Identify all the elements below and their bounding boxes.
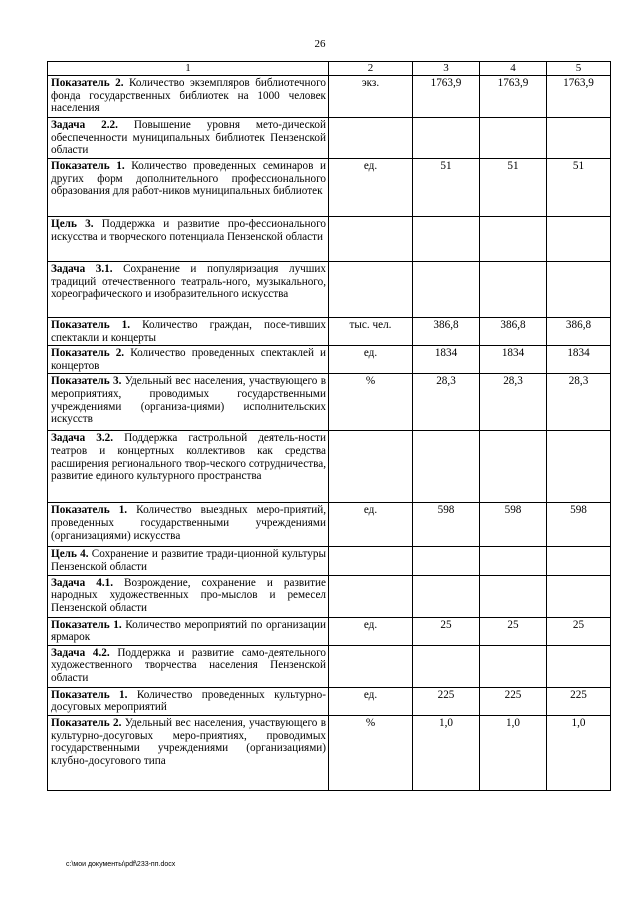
row-value-col-4: 1,0 — [480, 715, 547, 790]
header-col-3: 3 — [413, 62, 480, 76]
row-label: Показатель 2. — [51, 347, 125, 360]
row-description — [48, 503, 329, 547]
row-value-col-3 — [413, 645, 480, 687]
row-text: Количество выездных меро-приятий, проведенных государственными учреждениями (организациями) искусства — [51, 504, 327, 542]
row-value-col-3: 1,0 — [413, 715, 480, 790]
table-header-row — [48, 62, 611, 76]
header-col-5: 5 — [547, 62, 611, 76]
table-row — [48, 687, 611, 715]
row-value-col-3: 1763,9 — [413, 76, 480, 118]
header-col-4: 4 — [480, 62, 547, 76]
row-value-col-5 — [547, 118, 611, 159]
row-unit: ед. — [329, 346, 413, 374]
row-value-col-4: 28,3 — [480, 374, 547, 431]
row-label: Задача 2.2. — [51, 119, 118, 131]
row-unit: ед. — [329, 617, 413, 645]
row-value-col-3: 25 — [413, 617, 480, 645]
row-value-col-4: 598 — [480, 503, 547, 547]
row-text: Возрождение, сохранение и развитие народных художественных про-мыслов и ремесел Пензенской области — [51, 576, 326, 614]
row-text: Поддержка и развитие само-деятельного художественного творчества населения Пензенской области — [51, 646, 326, 684]
row-description — [48, 76, 329, 118]
row-text: Поддержка и развитие про-фессионального искусства и творческого потенциала Пензенской области — [51, 218, 326, 243]
row-description — [48, 547, 329, 575]
row-label: Показатель 2. — [51, 77, 124, 89]
row-value-col-5: 1,0 — [547, 715, 611, 790]
row-label: Цель 4. — [51, 548, 89, 561]
table-row — [48, 76, 611, 118]
row-value-col-3 — [413, 118, 480, 159]
table-row — [48, 118, 611, 159]
row-unit: тыс. чел. — [329, 318, 413, 346]
row-label: Задача 3.1. — [51, 263, 113, 275]
row-description — [48, 318, 329, 346]
row-description — [48, 374, 329, 431]
table-row — [48, 159, 611, 217]
row-text: Количество проведенных спектаклей и концертов — [51, 347, 326, 372]
row-text: Сохранение и развитие тради-ционной культуры Пензенской области — [51, 548, 326, 573]
row-unit — [329, 645, 413, 687]
row-value-col-5: 51 — [547, 159, 611, 217]
row-value-col-5 — [547, 262, 611, 318]
row-value-col-3: 386,8 — [413, 318, 480, 346]
row-unit — [329, 217, 413, 262]
row-text: Удельный вес населения, участвующего в мероприятиях, проводимых государственными учреждениями (организа-циями) исполнительских искусств — [51, 375, 326, 426]
row-value-col-4: 25 — [480, 617, 547, 645]
row-value-col-3 — [413, 575, 480, 617]
row-label: Задача 3.2. — [51, 432, 114, 445]
row-text: Количество проведенных культурно-досуговых мероприятий — [51, 688, 326, 714]
indicators-table-body — [48, 62, 611, 791]
row-description — [48, 431, 329, 503]
row-value-col-4 — [480, 547, 547, 575]
table-row — [48, 262, 611, 318]
row-value-col-5: 386,8 — [547, 318, 611, 346]
row-value-col-4 — [480, 217, 547, 262]
row-unit: % — [329, 374, 413, 431]
row-label: Показатель 1. — [51, 160, 125, 172]
row-value-col-5: 225 — [547, 687, 611, 715]
row-description — [48, 262, 329, 318]
header-col-2: 2 — [329, 62, 413, 76]
row-value-col-3 — [413, 547, 480, 575]
row-text: Количество проведенных семинаров и других форм дополнительного профессионального образования для работ-ников муниципальных библиотек — [51, 160, 326, 198]
row-value-col-4 — [480, 645, 547, 687]
table-row — [48, 617, 611, 645]
row-unit: ед. — [329, 159, 413, 217]
row-value-col-5: 1834 — [547, 346, 611, 374]
row-text: Количество экземпляров библиотечного фонда государственных библиотек на 1000 человек населения — [51, 77, 326, 115]
row-value-col-5 — [547, 217, 611, 262]
row-unit: экз. — [329, 76, 413, 118]
row-unit — [329, 118, 413, 159]
table-row — [48, 217, 611, 262]
row-value-col-3 — [413, 431, 480, 503]
indicators-table — [47, 61, 611, 791]
row-label: Задача 4.2. — [51, 646, 110, 659]
row-label: Задача 4.1. — [51, 576, 114, 589]
row-label: Показатель 1. — [51, 319, 131, 331]
row-description — [48, 645, 329, 687]
row-text: Повышение уровня мето-дической обеспеченности муниципальных библиотек Пензенской области — [51, 119, 326, 157]
row-value-col-5 — [547, 575, 611, 617]
table-row — [48, 346, 611, 374]
row-value-col-5 — [547, 431, 611, 503]
row-value-col-5: 1763,9 — [547, 76, 611, 118]
table-row — [48, 431, 611, 503]
row-description — [48, 159, 329, 217]
table-row — [48, 374, 611, 431]
table-row — [48, 575, 611, 617]
row-value-col-4 — [480, 118, 547, 159]
table-row — [48, 547, 611, 575]
row-value-col-5: 25 — [547, 617, 611, 645]
row-value-col-4: 1834 — [480, 346, 547, 374]
row-text: Сохранение и популяризация лучших традиций отечественного театраль-ного, музыкального, хореографического и изобразительного искусства — [51, 263, 326, 301]
row-value-col-4: 225 — [480, 687, 547, 715]
row-description — [48, 617, 329, 645]
row-value-col-3: 1834 — [413, 346, 480, 374]
row-text: Количество граждан, посе-тивших спектакли и концерты — [51, 319, 326, 344]
row-value-col-4 — [480, 262, 547, 318]
table-row — [48, 715, 611, 790]
table-row — [48, 645, 611, 687]
row-text: Поддержка гастрольной деятель-ности театров и концертных коллективов как средства расширения регионального твор-ческого сотрудничества, развитие единого культурного пространства — [51, 432, 326, 483]
row-value-col-4: 386,8 — [480, 318, 547, 346]
row-unit — [329, 262, 413, 318]
table-row — [48, 503, 611, 547]
page-number: 26 — [314, 38, 326, 50]
row-description — [48, 687, 329, 715]
row-value-col-5 — [547, 547, 611, 575]
row-label: Показатель 1. — [51, 688, 128, 701]
row-unit — [329, 575, 413, 617]
row-label: Показатель 1. — [51, 504, 128, 517]
row-value-col-5 — [547, 645, 611, 687]
table-row — [48, 318, 611, 346]
row-text: Удельный вес населения, участвующего в культурно-досуговых меро-приятиях, проводимых государственными учреждениями (организациями) клубно-досугового типа — [51, 716, 326, 767]
row-value-col-3 — [413, 217, 480, 262]
row-value-col-3: 28,3 — [413, 374, 480, 431]
row-description — [48, 217, 329, 262]
row-value-col-3: 598 — [413, 503, 480, 547]
row-description — [48, 575, 329, 617]
row-label: Цель 3. — [51, 218, 94, 230]
row-description — [48, 118, 329, 159]
row-text: Количество мероприятий по организации ярмарок — [51, 618, 327, 644]
row-value-col-5: 28,3 — [547, 374, 611, 431]
row-unit — [329, 431, 413, 503]
row-description — [48, 346, 329, 374]
row-value-col-3 — [413, 262, 480, 318]
row-value-col-4: 51 — [480, 159, 547, 217]
row-value-col-4 — [480, 575, 547, 617]
row-value-col-3: 51 — [413, 159, 480, 217]
row-unit: ед. — [329, 503, 413, 547]
row-unit: % — [329, 715, 413, 790]
row-unit — [329, 547, 413, 575]
row-value-col-3: 225 — [413, 687, 480, 715]
header-col-1: 1 — [48, 62, 329, 76]
footer-file-path: c:\мои документы\pdf\233-пп.docx — [66, 861, 176, 868]
row-description — [48, 715, 329, 790]
row-value-col-4 — [480, 431, 547, 503]
row-label: Показатель 1. — [51, 618, 122, 631]
row-label: Показатель 2. — [51, 716, 122, 729]
row-value-col-4: 1763,9 — [480, 76, 547, 118]
row-unit: ед. — [329, 687, 413, 715]
row-value-col-5: 598 — [547, 503, 611, 547]
row-label: Показатель 3. — [51, 375, 122, 388]
